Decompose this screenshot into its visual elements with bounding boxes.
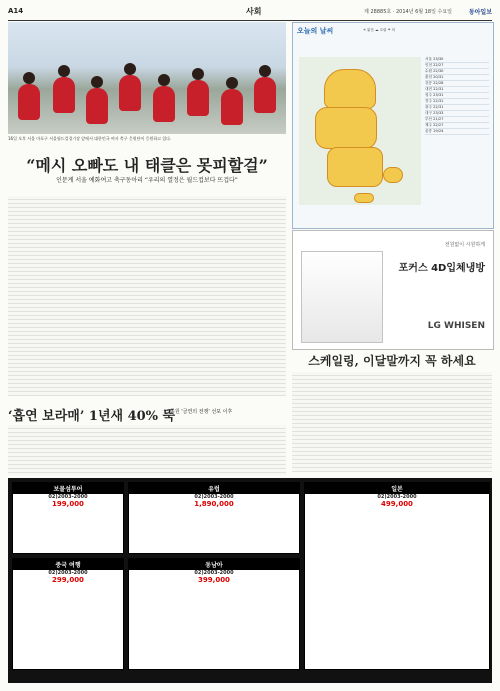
lower-headline: ‘흡연 보라매’ 1년새 40% 뚝 (8, 409, 176, 424)
section-title: 사회 (246, 7, 262, 16)
lower-article-body (8, 425, 286, 475)
air-conditioner-ad[interactable] (292, 230, 494, 350)
lead-headline: “메시 오빠도 내 태클은 못피할걸” (26, 156, 268, 175)
ad-slogan: 전원없이 시원하게 (444, 242, 485, 248)
weather-row: 광주 22/31 (425, 105, 489, 111)
page-header (8, 6, 492, 18)
weather-row: 전주 22/31 (425, 99, 489, 105)
weather-box (292, 22, 494, 229)
weather-row: 제주 22/27 (425, 123, 489, 129)
ad-card[interactable] (128, 558, 300, 670)
ad-product: 포커스 4D입체냉방 (398, 263, 485, 274)
header-rule (8, 20, 492, 21)
ad-title: 일본 (305, 483, 489, 494)
weather-row: 부산 21/27 (425, 117, 489, 123)
ad-title: 유럽 (129, 483, 299, 494)
weather-row: 춘천 20/31 (425, 75, 489, 81)
ad-phone: 02)2003-2000 (48, 570, 88, 576)
ad-card[interactable] (12, 482, 124, 554)
weather-legend: ☀ 맑음 ☁ 흐림 ☂ 비 (363, 28, 396, 32)
weather-row: 서울 23/30 (425, 57, 489, 63)
product-image (301, 251, 383, 343)
ad-title: 보물섬투어 (13, 483, 123, 494)
lower-subheadline: 공원 '금연의 전쟁' 선포 이후 (170, 409, 233, 415)
weather-row: 청주 23/31 (425, 93, 489, 99)
photo-caption: 16일 오후 서울 마포구 서울월드컵경기장 앞에서 대한민국 여자 축구 응원단이 응원하고 있다. (8, 136, 172, 141)
ad-phone: 02)2003-2000 (377, 494, 417, 500)
article-body (8, 196, 286, 396)
weather-map (299, 57, 421, 205)
issue-date: 제 28885호 · 2014년 6월 18일 수요일 (364, 9, 452, 15)
ad-card[interactable] (304, 482, 490, 670)
weather-title: 오늘의 날씨 (297, 27, 334, 35)
ad-phone: 02)2003-2000 (194, 494, 234, 500)
weather-row: 인천 22/27 (425, 63, 489, 69)
ad-phone: 02)2003-2000 (48, 494, 88, 500)
page-number: A14 (8, 7, 24, 15)
weather-row: 대전 22/31 (425, 87, 489, 93)
ad-price: 1,890,000 (194, 500, 234, 508)
travel-ads (8, 478, 492, 683)
newspaper-name: 동아일보 (468, 9, 492, 16)
ad-price: 199,000 (52, 500, 84, 508)
ad-price: 299,000 (52, 576, 84, 584)
weather-row: 울릉 19/24 (425, 129, 489, 135)
ad-card[interactable] (12, 558, 124, 670)
weather-row: 대구 23/33 (425, 111, 489, 117)
ad-title: 중국 여행 (13, 559, 123, 570)
ad-price: 499,000 (381, 500, 413, 508)
ad-card[interactable] (128, 482, 300, 554)
right-article-body (292, 372, 492, 472)
lead-photo (8, 22, 286, 134)
weather-table (425, 57, 489, 135)
lead-subheadline: 인문계 서울 예화여고 축구동아리 “우리의 열정은 월드컵보다 뜨겁다” (56, 177, 238, 184)
right-headline: 스케일링, 이달말까지 꼭 하세요 (308, 354, 476, 368)
ad-brand: LG WHISEN (427, 321, 485, 331)
weather-row: 수원 22/30 (425, 69, 489, 75)
weather-row: 강릉 22/28 (425, 81, 489, 87)
ad-title: 동남아 (129, 559, 299, 570)
ad-price: 399,000 (198, 576, 230, 584)
ad-phone: 02)2003-2000 (194, 570, 234, 576)
